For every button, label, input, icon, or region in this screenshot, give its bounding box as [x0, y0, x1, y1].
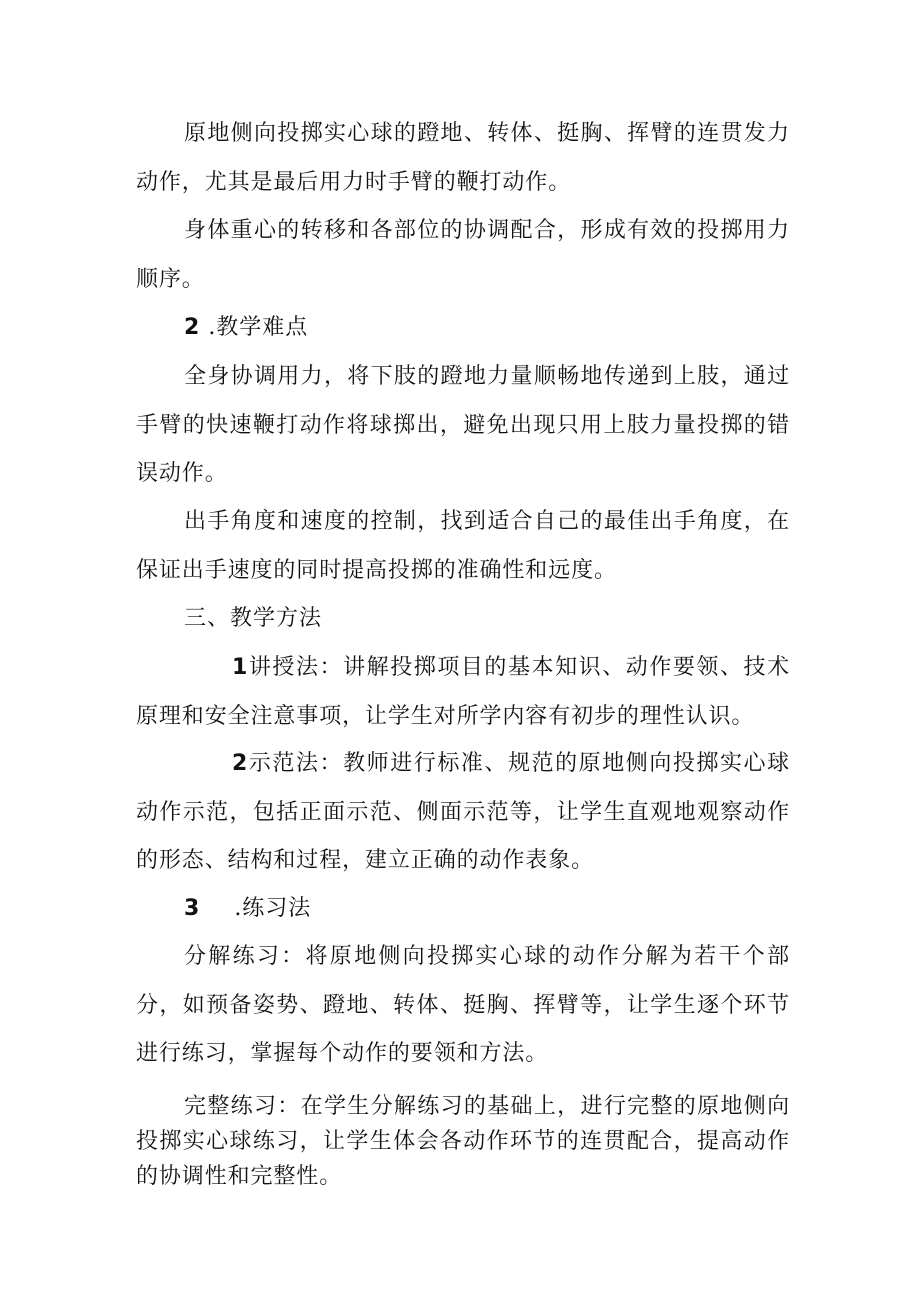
paragraph-key-point-1: 原地侧向投掷实心球的蹬地、转体、挺胸、挥臂的连贯发力动作，尤其是最后用力时手臂的鞭打动作。 [136, 121, 790, 195]
heading-section-teaching-methods: 三、教学方法 [184, 606, 323, 631]
method-text: 示范法：教师进行标准、规范的原地侧向投掷实心球动作示范，包括正面示范、侧面示范等，让学生直观地观察动作的形态、结构和过程，建立正确的动作表象。 [136, 751, 790, 873]
heading-number: 2 [184, 315, 201, 340]
heading-label: .教学难点 [208, 315, 309, 340]
paragraph-practice-decomposition: 分解练习：将原地侧向投掷实心球的动作分解为若干个部分，如预备姿势、蹬地、转体、挺胸、挥臂等，让学生逐个环节进行练习，掌握每个动作的要领和方法。 [136, 944, 790, 1066]
paragraph-difficulty-2: 出手角度和速度的控制，找到适合自己的最佳出手角度，在保证出手速度的同时提高投掷的准确性和远度。 [136, 509, 790, 583]
heading-label: .练习法 [234, 896, 312, 921]
list-number: 2 [232, 751, 249, 776]
paragraph-difficulty-1: 全身协调用力，将下肢的蹬地力量顺畅地传递到上肢，通过手臂的快速鞭打动作将球掷出，避免出现只用上肢力量投掷的错误动作。 [136, 364, 790, 486]
method-text: 讲授法：讲解投掷项目的基本知识、动作要领、技术原理和安全注意事项，让学生对所学内容有初步的理性认识。 [136, 655, 790, 729]
list-number: 1 [232, 655, 249, 680]
heading-teaching-difficulty [184, 304, 308, 353]
paragraph-method-lecture [136, 644, 790, 741]
paragraph-method-demonstration [136, 740, 790, 886]
heading-number: 3 [184, 896, 201, 921]
heading-practice-method [184, 885, 311, 934]
paragraph-key-point-2: 身体重心的转移和各部位的协调配合，形成有效的投掷用力顺序。 [136, 218, 790, 292]
paragraph-practice-complete: 完整练习：在学生分解练习的基础上，进行完整的原地侧向投掷实心球练习，让学生体会各动作环节的连贯配合，提高动作的协调性和完整性。 [136, 1094, 790, 1189]
